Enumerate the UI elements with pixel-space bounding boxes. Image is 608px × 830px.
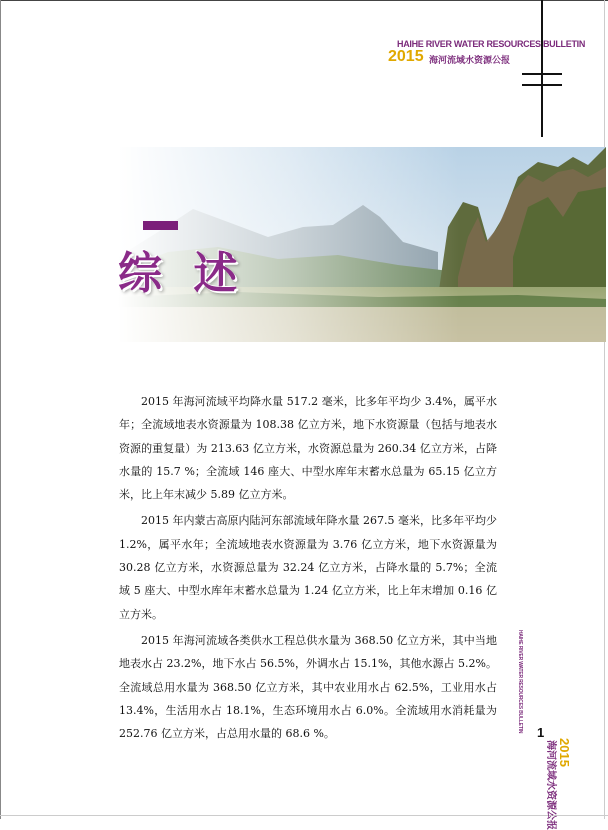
section-accent-bar (143, 221, 178, 230)
page-border-left (0, 0, 1, 819)
header-cross-rule-1 (522, 73, 562, 75)
bulletin-title-cn: 海河流域水资源公报 (429, 56, 511, 66)
header-vertical-rule (541, 0, 543, 137)
header-cross-rule-2 (522, 84, 562, 86)
page-border-top (0, 0, 608, 1)
side-bulletin-title-en: HAIHE RIVER WATER RESOURCES BULLETIN (517, 630, 523, 734)
paragraph-precipitation-inner-mongolia: 2015 年内蒙古高原内陆河东部流域年降水量 267.5 毫米，比多年平均少 1.2%，属平水年；全流域地表水资源量为 3.76 亿立方米，地下水资源量为 30.28 亿立方米，水资源总量为 32.24 亿立方米，占降水量的 5.7%；全流域 5 座大、中型水库年末蓄水总量为 1.24 亿立方米，比上年末增加 0.16 亿立方米。 (119, 514, 497, 621)
paragraph-precipitation-haihe: 2015 年海河流域平均降水量 517.2 毫米，比多年平均少 3.4%，属平水年；全流域地表水资源量为 108.38 亿立方米，地下水资源量（包括与地表水资源的重复量）为 213.63 亿立方米，水资源总量为 260.34 亿立方米，占降水量的 15.7 %；全流域 146 座大、中型水库年末蓄水总量为 65.15 亿立方米，比上年末减少 5.89 亿立方米。 (119, 395, 497, 502)
side-bulletin-title-cn: 海河流域水资源公报 (545, 740, 556, 830)
paragraph-water-supply: 2015 年海河流域各类供水工程总供水量为 368.50 亿立方米，其中当地地表水占 23.2%，地下水占 56.5%，外调水占 15.1%，其他水源占 5.2%。全流域总用水量为 368.50 亿立方米，其中农业用水占 62.5%，工业用水占 13.4%，生活用水占 18.1%，生态环境用水占 6.0%。全流域用水消耗量为 252.76 亿立方米，占总用水量的 68.6 %。 (119, 633, 497, 741)
side-bulletin-year: 2015 (557, 738, 572, 767)
page-border-right (604, 0, 605, 819)
section-title: 综 述 (118, 248, 246, 299)
page-number: 1 (537, 725, 545, 740)
summary-body (119, 390, 497, 748)
page-border-bottom (0, 815, 608, 816)
bulletin-title-en: HAIHE RIVER WATER RESOURCES BULLETIN (397, 39, 586, 49)
bulletin-year: 2015 (388, 48, 424, 65)
mountain-landscape-photo (118, 147, 606, 342)
